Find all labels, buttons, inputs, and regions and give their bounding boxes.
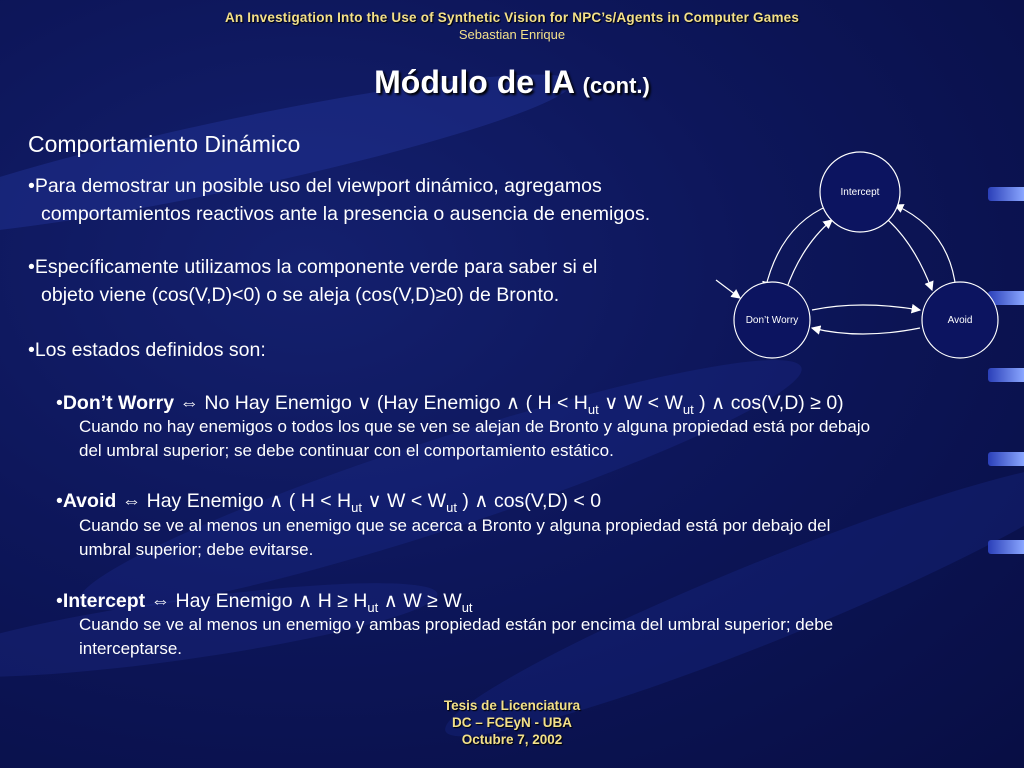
condition-text: ∧ W ≥ W	[378, 590, 462, 612]
condition-text: ) ∧ cos(V,D) ≥ 0)	[693, 392, 844, 414]
subscript: ut	[587, 401, 599, 417]
slide-title	[0, 64, 1024, 101]
state-dontworry-description	[79, 415, 870, 463]
transition-arrow	[765, 205, 830, 290]
node-dontworry	[734, 282, 810, 358]
transition-arrow	[888, 220, 932, 290]
subscript: ut	[351, 499, 362, 515]
section-subtitle: Comportamiento Dinámico	[28, 131, 301, 157]
bullet-green-component	[28, 253, 597, 309]
state-name: Avoid	[62, 490, 117, 512]
condition-text: ∨ W < W	[598, 392, 683, 414]
bullet-viewport-line2: comportamientos reactivos ante la presencia o ausencia de enemigos.	[41, 203, 651, 225]
transition-arrow	[895, 205, 956, 290]
state-name: Don’t Worry	[62, 392, 175, 414]
state-intercept-description	[79, 613, 833, 661]
author-name: Sebastian Enrique	[458, 27, 566, 42]
state-name: Intercept	[62, 590, 146, 612]
transition-arrow	[812, 328, 920, 334]
bullet-green-line1: •Específicamente utilizamos la componente verde para saber si el	[28, 256, 598, 278]
bullet-viewport-line1: •Para demostrar un posible uso del viewport dinámico, agregamos	[28, 175, 602, 197]
subscript: ut	[682, 401, 694, 417]
description-line: Cuando no hay enemigos o todos los que se ven se alejan de Bronto y alguna propiedad está por debajo	[79, 417, 871, 436]
node-avoid	[922, 282, 998, 358]
bullet-marker: •	[56, 392, 63, 414]
description-line: umbral superior; debe evitarse.	[79, 540, 314, 559]
edge-tab-decoration	[988, 540, 1024, 554]
condition-text: ⇔ No Hay Enemigo ∨ (Hay Enemigo ∧ ( H < H	[174, 392, 588, 414]
footer-date: Octubre 7, 2002	[461, 732, 563, 747]
footer-thesis: Tesis de Licenciatura	[443, 698, 581, 713]
condition-text: ⇔ Hay Enemigo ∧ H ≥ H	[145, 590, 368, 612]
subscript: ut	[446, 499, 457, 515]
edge-tab-decoration	[988, 452, 1024, 466]
footer-institution: DC – FCEyN - UBA	[451, 715, 572, 730]
node-label: Don’t Worry	[745, 315, 799, 326]
condition-text: ⇔ Hay Enemigo ∧ ( H < H	[116, 490, 352, 512]
description-line: del umbral superior; se debe continuar con el comportamiento estático.	[79, 441, 614, 460]
slide-title-main: Módulo de IA	[374, 64, 574, 100]
state-avoid-description	[79, 514, 830, 562]
edge-tab-decoration	[988, 368, 1024, 382]
bullet-states-intro: •Los estados definidos son:	[28, 339, 266, 361]
condition-text: ) ∧ cos(V,D) < 0	[456, 490, 602, 512]
state-diagram	[710, 150, 1020, 365]
presentation-title: An Investigation Into the Use of Synthetic Vision for NPC’s/Agents in Computer Games	[224, 10, 800, 25]
bullet-marker: •	[56, 490, 63, 512]
condition-text: ∨ W < W	[361, 490, 447, 512]
description-line: Cuando se ve al menos un enemigo y ambas propiedad están por encima del umbral superior; debe	[79, 615, 834, 634]
subscript: ut	[461, 599, 473, 615]
bullet-green-line2: objeto viene (cos(V,D)<0) o se aleja (cos(V,D)≥0) de Bronto.	[41, 284, 560, 306]
slide-title-suffix: (cont.)	[582, 73, 650, 98]
description-line: Cuando se ve al menos un enemigo que se acerca a Bronto y alguna propiedad está por debajo del	[79, 516, 831, 535]
slide-footer	[0, 697, 1024, 748]
node-intercept	[820, 152, 900, 232]
bullet-marker: •	[56, 590, 63, 612]
node-label: Avoid	[947, 315, 973, 326]
bullet-viewport	[28, 172, 650, 228]
slide-header	[0, 10, 1024, 42]
node-label: Intercept	[840, 187, 880, 198]
transition-arrow	[812, 305, 920, 310]
subscript: ut	[367, 599, 379, 615]
description-line: interceptarse.	[79, 639, 182, 658]
entry-arrow	[716, 280, 740, 298]
